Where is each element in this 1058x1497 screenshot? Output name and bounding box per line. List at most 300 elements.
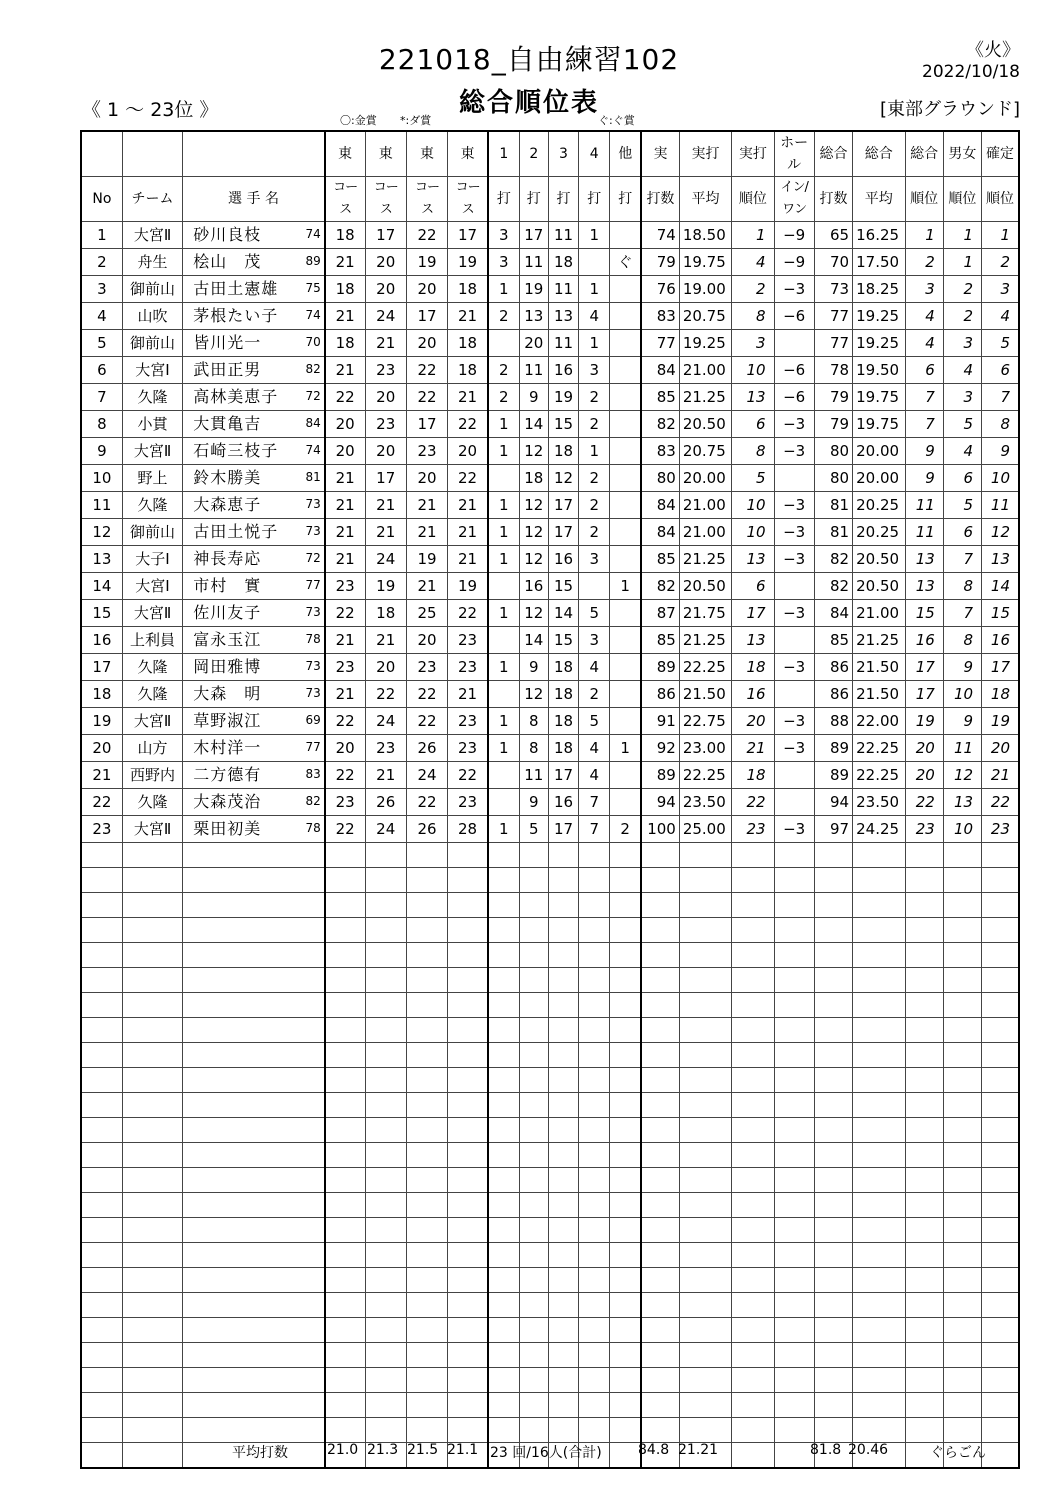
empty-cell: [905, 1318, 943, 1343]
empty-cell: [774, 893, 814, 918]
cell-c3: 22: [406, 222, 447, 249]
empty-cell: [641, 1418, 679, 1443]
cell-gt: 86: [814, 654, 852, 681]
empty-cell: [982, 968, 1019, 993]
cell-srank: 4: [943, 357, 981, 384]
cell-srank: 7: [943, 600, 981, 627]
cell-h3: 19: [548, 384, 578, 411]
empty-row: [81, 893, 1019, 918]
empty-cell: [641, 1368, 679, 1393]
cell-rank: 10: [732, 357, 774, 384]
empty-cell: [774, 843, 814, 868]
cell-gt: 89: [814, 735, 852, 762]
empty-cell: [81, 1193, 122, 1218]
empty-cell: [325, 893, 365, 918]
header-top-17: 総合: [853, 131, 905, 177]
header-top-8: 2: [519, 131, 548, 177]
cell-age: 73: [288, 681, 325, 708]
cell-other: 1: [610, 735, 641, 762]
empty-row: [81, 1268, 1019, 1293]
cell-final: 15: [982, 600, 1019, 627]
empty-cell: [774, 1418, 814, 1443]
cell-gt: 94: [814, 789, 852, 816]
header-top-19: 男女: [943, 131, 981, 177]
empty-cell: [853, 993, 905, 1018]
cell-c4: 22: [448, 411, 488, 438]
cell-name: 鈴木勝美: [183, 465, 288, 492]
header-bottom-8: 打: [519, 177, 548, 222]
empty-cell: [579, 1218, 610, 1243]
empty-cell: [732, 1343, 774, 1368]
cell-h3: 15: [548, 627, 578, 654]
cell-c2: 20: [365, 654, 406, 681]
cell-h3: 17: [548, 519, 578, 546]
empty-cell: [579, 1168, 610, 1193]
cell-age: 73: [288, 600, 325, 627]
cell-avg: 20.75: [679, 303, 731, 330]
cell-c1: 21: [325, 627, 365, 654]
empty-row: [81, 968, 1019, 993]
empty-cell: [579, 1293, 610, 1318]
empty-cell: [943, 1318, 981, 1343]
cell-team: 大宮Ⅰ: [122, 357, 182, 384]
empty-cell: [982, 1343, 1019, 1368]
cell-rank: 18: [732, 762, 774, 789]
cell-c3: 20: [406, 330, 447, 357]
cell-no: 5: [81, 330, 122, 357]
cell-h2: 13: [519, 303, 548, 330]
cell-gavg: 21.00: [853, 600, 905, 627]
empty-cell: [679, 868, 731, 893]
empty-cell: [641, 1393, 679, 1418]
footer-course2-avg: 21.3: [367, 1442, 399, 1458]
empty-cell: [732, 918, 774, 943]
empty-cell: [183, 1018, 288, 1043]
cell-c2: 18: [365, 600, 406, 627]
cell-h1: 1: [488, 708, 519, 735]
empty-cell: [325, 1268, 365, 1293]
empty-cell: [679, 1418, 731, 1443]
empty-cell: [288, 1418, 325, 1443]
cell-h1: [488, 330, 519, 357]
cell-grank: 13: [905, 573, 943, 600]
cell-srank: 4: [943, 438, 981, 465]
empty-cell: [448, 1243, 488, 1268]
empty-cell: [519, 968, 548, 993]
empty-cell: [365, 1043, 406, 1068]
cell-avg: 22.25: [679, 762, 731, 789]
header-top-10: 4: [579, 131, 610, 177]
empty-cell: [905, 1368, 943, 1393]
empty-cell: [579, 1243, 610, 1268]
cell-name: 古田土悦子: [183, 519, 288, 546]
cell-c1: 21: [325, 546, 365, 573]
empty-cell: [448, 1068, 488, 1093]
cell-h1: 1: [488, 411, 519, 438]
cell-c2: 19: [365, 573, 406, 600]
cell-total: 83: [641, 303, 679, 330]
empty-cell: [548, 1368, 578, 1393]
empty-cell: [548, 1393, 578, 1418]
empty-cell: [406, 1243, 447, 1268]
empty-cell: [519, 1343, 548, 1368]
cell-gavg: 21.50: [853, 654, 905, 681]
empty-cell: [325, 843, 365, 868]
empty-cell: [548, 1093, 578, 1118]
cell-final: 21: [982, 762, 1019, 789]
cell-c2: 23: [365, 411, 406, 438]
empty-cell: [610, 1068, 641, 1093]
empty-cell: [943, 1018, 981, 1043]
cell-rank: 20: [732, 708, 774, 735]
empty-cell: [610, 1168, 641, 1193]
cell-h1: 1: [488, 519, 519, 546]
cell-total: 82: [641, 411, 679, 438]
empty-cell: [288, 993, 325, 1018]
cell-srank: 3: [943, 330, 981, 357]
cell-gavg: 18.25: [853, 276, 905, 303]
cell-h2: 5: [519, 816, 548, 843]
header-bottom-3: コース: [325, 177, 365, 222]
empty-cell: [579, 1343, 610, 1368]
table-row: [81, 438, 1019, 465]
empty-cell: [610, 1293, 641, 1318]
empty-cell: [982, 1368, 1019, 1393]
cell-avg: 23.00: [679, 735, 731, 762]
cell-rank: 1: [732, 222, 774, 249]
cell-c2: 26: [365, 789, 406, 816]
empty-cell: [448, 968, 488, 993]
cell-h4: 1: [579, 438, 610, 465]
empty-cell: [288, 843, 325, 868]
empty-cell: [519, 1143, 548, 1168]
empty-cell: [943, 1143, 981, 1168]
legend-gold: 〇:金賞: [340, 114, 377, 127]
empty-cell: [406, 993, 447, 1018]
empty-cell: [81, 1168, 122, 1193]
table-row: [81, 357, 1019, 384]
cell-total: 84: [641, 357, 679, 384]
cell-h1: 2: [488, 357, 519, 384]
cell-c1: 23: [325, 654, 365, 681]
cell-name: 茅根たい子: [183, 303, 288, 330]
empty-cell: [943, 993, 981, 1018]
empty-cell: [610, 1218, 641, 1243]
footer-gt-avg: 81.8: [810, 1442, 842, 1458]
cell-age: 89: [288, 249, 325, 276]
cell-avg: 20.50: [679, 573, 731, 600]
empty-cell: [814, 1418, 852, 1443]
empty-cell: [679, 1068, 731, 1093]
location-label: [東部グラウンド]: [879, 99, 1020, 120]
cell-hole: −3: [774, 708, 814, 735]
empty-cell: [579, 1393, 610, 1418]
empty-cell: [943, 1068, 981, 1093]
empty-cell: [406, 1393, 447, 1418]
header-top-1: [122, 131, 182, 177]
cell-final: 9: [982, 438, 1019, 465]
cell-total: 76: [641, 276, 679, 303]
empty-cell: [448, 918, 488, 943]
cell-avg: 20.50: [679, 411, 731, 438]
empty-cell: [365, 893, 406, 918]
empty-cell: [641, 943, 679, 968]
empty-cell: [641, 1018, 679, 1043]
empty-cell: [548, 993, 578, 1018]
cell-final: 3: [982, 276, 1019, 303]
cell-total: 100: [641, 816, 679, 843]
cell-name: 神長寿応: [183, 546, 288, 573]
cell-team: 山吹: [122, 303, 182, 330]
header-top-0: [81, 131, 122, 177]
cell-hole: [774, 762, 814, 789]
empty-cell: [905, 1343, 943, 1368]
cell-c1: 22: [325, 708, 365, 735]
empty-cell: [519, 893, 548, 918]
empty-cell: [982, 1168, 1019, 1193]
empty-cell: [732, 1018, 774, 1043]
cell-h1: [488, 573, 519, 600]
empty-cell: [448, 1268, 488, 1293]
empty-cell: [519, 868, 548, 893]
empty-cell: [448, 1093, 488, 1118]
cell-age: 75: [288, 276, 325, 303]
cell-age: 73: [288, 519, 325, 546]
empty-cell: [488, 1393, 519, 1418]
empty-cell: [122, 1018, 182, 1043]
cell-gavg: 20.00: [853, 438, 905, 465]
empty-cell: [610, 918, 641, 943]
cell-team: 大宮Ⅱ: [122, 438, 182, 465]
cell-final: 12: [982, 519, 1019, 546]
empty-cell: [365, 1268, 406, 1293]
empty-cell: [122, 1043, 182, 1068]
empty-cell: [448, 1018, 488, 1043]
cell-h1: 1: [488, 546, 519, 573]
cell-c3: 23: [406, 654, 447, 681]
cell-h4: [579, 573, 610, 600]
empty-cell: [905, 1143, 943, 1168]
empty-cell: [81, 918, 122, 943]
cell-c4: 23: [448, 789, 488, 816]
empty-cell: [519, 1043, 548, 1068]
cell-srank: 13: [943, 789, 981, 816]
empty-cell: [488, 1143, 519, 1168]
cell-age: 78: [288, 627, 325, 654]
empty-cell: [853, 893, 905, 918]
empty-cell: [406, 1368, 447, 1393]
cell-rank: 17: [732, 600, 774, 627]
cell-c3: 21: [406, 492, 447, 519]
empty-cell: [548, 1268, 578, 1293]
empty-cell: [814, 1018, 852, 1043]
cell-final: 5: [982, 330, 1019, 357]
empty-cell: [579, 1118, 610, 1143]
empty-cell: [679, 993, 731, 1018]
cell-gavg: 20.00: [853, 465, 905, 492]
cell-h2: 19: [519, 276, 548, 303]
cell-h2: 17: [519, 222, 548, 249]
cell-other: [610, 465, 641, 492]
cell-gavg: 23.50: [853, 789, 905, 816]
header-top-13: 実打: [679, 131, 731, 177]
empty-cell: [579, 1318, 610, 1343]
empty-cell: [814, 1168, 852, 1193]
cell-total: 92: [641, 735, 679, 762]
cell-gt: 70: [814, 249, 852, 276]
empty-cell: [814, 868, 852, 893]
empty-cell: [406, 843, 447, 868]
empty-cell: [548, 1218, 578, 1243]
empty-cell: [853, 1393, 905, 1418]
empty-cell: [406, 1418, 447, 1443]
empty-cell: [548, 1343, 578, 1368]
cell-final: 6: [982, 357, 1019, 384]
empty-cell: [122, 1168, 182, 1193]
empty-cell: [548, 1168, 578, 1193]
empty-cell: [183, 1368, 288, 1393]
cell-gavg: 17.50: [853, 249, 905, 276]
empty-cell: [905, 943, 943, 968]
table-row: [81, 654, 1019, 681]
table-row: [81, 762, 1019, 789]
cell-h1: 1: [488, 735, 519, 762]
weekday-label: 《火》: [966, 40, 1020, 61]
cell-grank: 6: [905, 357, 943, 384]
cell-h4: 2: [579, 411, 610, 438]
header-top-7: 1: [488, 131, 519, 177]
empty-cell: [448, 868, 488, 893]
cell-c1: 21: [325, 249, 365, 276]
cell-rank: 10: [732, 492, 774, 519]
empty-cell: [853, 1068, 905, 1093]
empty-cell: [641, 1268, 679, 1293]
empty-cell: [519, 918, 548, 943]
cell-h3: 12: [548, 465, 578, 492]
cell-name: 大森 明: [183, 681, 288, 708]
cell-hole: [774, 330, 814, 357]
cell-hole: −3: [774, 816, 814, 843]
empty-cell: [488, 993, 519, 1018]
cell-gt: 84: [814, 600, 852, 627]
empty-cell: [943, 1393, 981, 1418]
empty-cell: [732, 1418, 774, 1443]
empty-cell: [853, 1218, 905, 1243]
cell-final: 18: [982, 681, 1019, 708]
footer-total-avg: 84.8: [638, 1442, 670, 1458]
empty-cell: [732, 1243, 774, 1268]
empty-cell: [679, 918, 731, 943]
cell-c3: 22: [406, 789, 447, 816]
empty-row: [81, 1318, 1019, 1343]
header-top-5: 東: [406, 131, 447, 177]
table-row: [81, 681, 1019, 708]
empty-cell: [122, 1368, 182, 1393]
empty-cell: [183, 943, 288, 968]
empty-cell: [814, 943, 852, 968]
empty-cell: [610, 1243, 641, 1268]
table-row: [81, 303, 1019, 330]
empty-cell: [853, 968, 905, 993]
cell-other: [610, 492, 641, 519]
empty-cell: [732, 1168, 774, 1193]
empty-cell: [488, 1068, 519, 1093]
empty-cell: [679, 1293, 731, 1318]
cell-h3: 11: [548, 330, 578, 357]
empty-cell: [732, 1218, 774, 1243]
empty-cell: [982, 1068, 1019, 1093]
empty-cell: [365, 1093, 406, 1118]
cell-name: 高林美恵子: [183, 384, 288, 411]
header-top-15: ホール: [774, 131, 814, 177]
empty-cell: [853, 1143, 905, 1168]
cell-srank: 6: [943, 465, 981, 492]
cell-c3: 23: [406, 438, 447, 465]
cell-gavg: 22.25: [853, 762, 905, 789]
cell-rank: 21: [732, 735, 774, 762]
cell-grank: 11: [905, 492, 943, 519]
cell-h4: 4: [579, 735, 610, 762]
cell-h3: 17: [548, 762, 578, 789]
empty-cell: [325, 1043, 365, 1068]
cell-c1: 22: [325, 762, 365, 789]
empty-cell: [732, 1118, 774, 1143]
table-row: [81, 222, 1019, 249]
cell-h3: 11: [548, 222, 578, 249]
cell-gt: 81: [814, 492, 852, 519]
empty-row: [81, 843, 1019, 868]
cell-team: 大宮Ⅱ: [122, 600, 182, 627]
table-row: [81, 735, 1019, 762]
cell-c3: 24: [406, 762, 447, 789]
cell-h4: 2: [579, 384, 610, 411]
cell-h2: 18: [519, 465, 548, 492]
empty-cell: [325, 993, 365, 1018]
empty-cell: [548, 1068, 578, 1093]
empty-cell: [406, 1143, 447, 1168]
empty-cell: [943, 1293, 981, 1318]
cell-srank: 8: [943, 573, 981, 600]
cell-avg: 25.00: [679, 816, 731, 843]
empty-cell: [288, 1268, 325, 1293]
cell-gt: 73: [814, 276, 852, 303]
cell-h2: 8: [519, 735, 548, 762]
empty-cell: [183, 1118, 288, 1143]
table-row: [81, 492, 1019, 519]
empty-cell: [519, 1118, 548, 1143]
cell-team: 大子Ⅰ: [122, 546, 182, 573]
empty-cell: [853, 1268, 905, 1293]
empty-cell: [365, 1318, 406, 1343]
cell-h1: 1: [488, 600, 519, 627]
table-body: [81, 222, 1019, 1468]
cell-h4: 5: [579, 708, 610, 735]
empty-row: [81, 868, 1019, 893]
cell-name: 草野淑江: [183, 708, 288, 735]
empty-cell: [325, 943, 365, 968]
cell-h4: 2: [579, 519, 610, 546]
empty-cell: [814, 968, 852, 993]
cell-avg: 19.75: [679, 249, 731, 276]
cell-hole: −3: [774, 438, 814, 465]
empty-cell: [579, 893, 610, 918]
cell-other: [610, 600, 641, 627]
empty-cell: [406, 868, 447, 893]
cell-age: 82: [288, 789, 325, 816]
empty-cell: [288, 1068, 325, 1093]
cell-c1: 21: [325, 519, 365, 546]
empty-cell: [488, 1218, 519, 1243]
